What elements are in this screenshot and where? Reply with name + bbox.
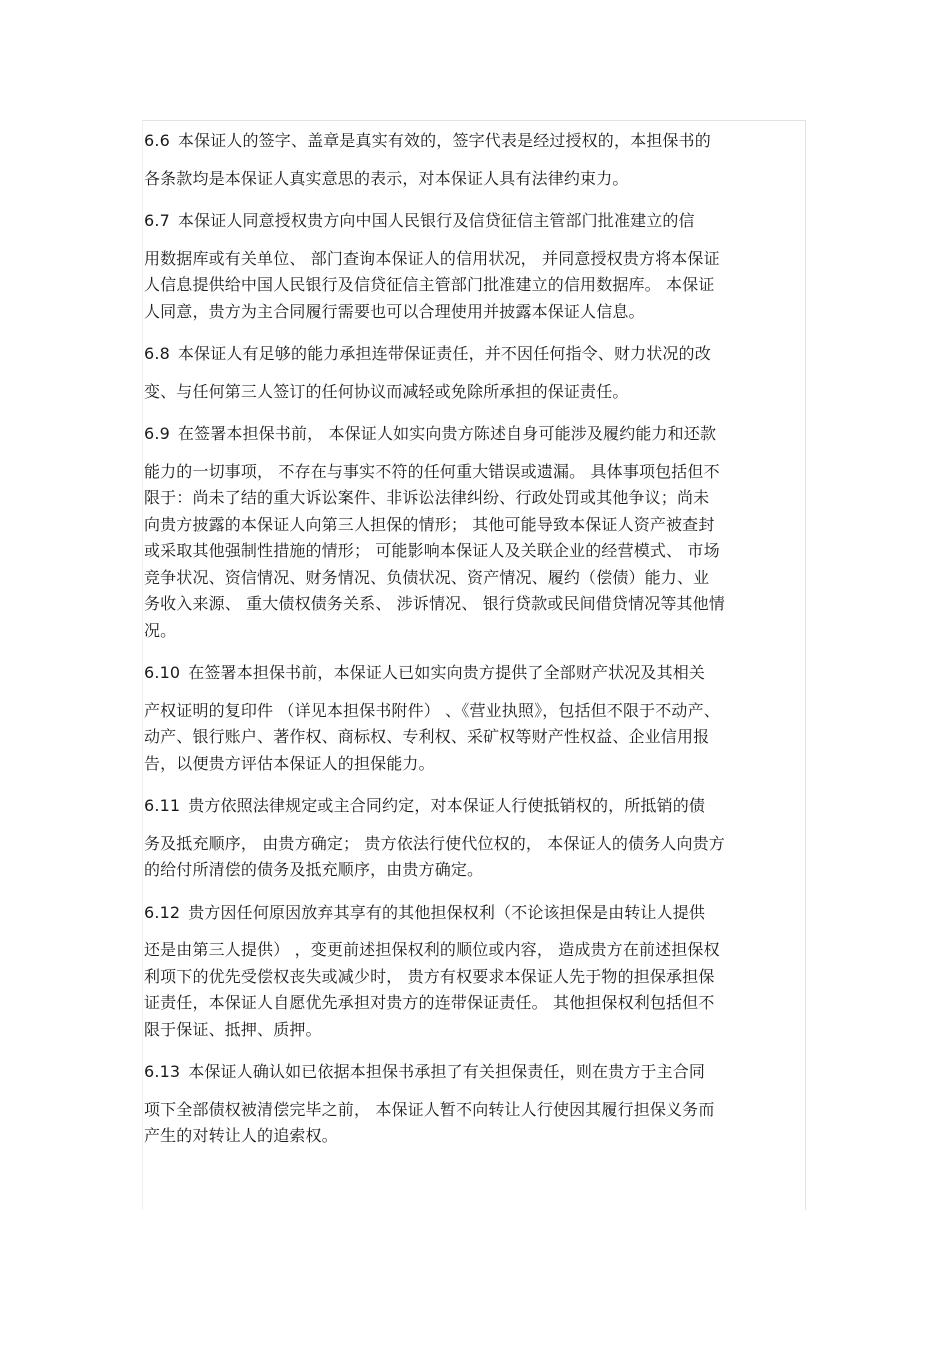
clause-heading — [144, 341, 804, 368]
clause-first-line: 在签署本担保书前， 本保证人如实向贵方陈述自身可能涉及履约能力和还款 — [177, 424, 717, 443]
clause-number: 6.12 — [144, 902, 181, 922]
clause — [144, 900, 804, 1044]
clause-number: 6.8 — [144, 344, 170, 363]
clause-text-line: 还是由第三人提供） ，变更前述担保权利的顺位或内容， 造成贵方在前述担保权 — [144, 940, 720, 959]
clause-text-line: 项下全部债权被清偿完毕之前， 本保证人暂不向转让人行使因其履行担保义务而 — [144, 1099, 715, 1119]
document-body — [144, 128, 804, 1166]
clause-text-line: 各条款均是本保证人真实意思的表示，对本保证人具有法律约束力。 — [144, 168, 629, 188]
clause-text-line: 的给付所清偿的债务及抵充顺序，由贵方确定。 — [144, 860, 484, 879]
clause-text-line: 人信息提供给中国人民银行及信贷征信主管部门批准建立的信用数据库。 本保证 — [144, 275, 715, 294]
clause-number: 6.9 — [144, 424, 170, 443]
clause-text-line: 利项下的优先受偿权丧失或减少时， 贵方有权要求本保证人先于物的担保承担保 — [144, 966, 715, 986]
clause — [144, 421, 804, 644]
clause-heading — [144, 208, 804, 235]
clause — [144, 793, 804, 884]
clause-text-line: 动产、银行账户、著作权、商标权、专利权、采矿权等财产性权益、企业信用报 — [144, 727, 710, 746]
clause-first-line: 本保证人确认如已依据本担保书承担了有关担保责任，则在贵方于主合同 — [188, 1062, 706, 1081]
clause-number: 6.10 — [144, 663, 181, 682]
clause-heading — [144, 128, 804, 155]
clause-first-line: 在签署本担保书前，本保证人已如实向贵方提供了全部财产状况及其相关 — [188, 663, 706, 682]
clause — [144, 1059, 804, 1150]
clause-text-line: 竞争状况、资信情况、财务情况、负债状况、资产情况、履约（偿债）能力、业 — [144, 567, 710, 587]
clause — [144, 128, 804, 192]
clause-heading — [144, 900, 804, 927]
clause-text-line: 人同意，贵方为主合同履行需要也可以合理使用并披露本保证人信息。 — [144, 301, 645, 321]
clause-first-line: 本保证人同意授权贵方向中国人民银行及信贷征信主管部门批准建立的信 — [177, 211, 695, 230]
clause-heading — [144, 793, 804, 820]
clause-heading — [144, 660, 804, 687]
clause-text-line: 产权证明的复印件 （详见本担保书附件） 、《营业执照》，包括但不限于不动产、 — [144, 700, 720, 720]
clause-text-line: 变、与任何第三人签订的任何协议而减轻或免除所承担的保证责任。 — [144, 381, 629, 401]
clause-text-line: 向贵方披露的本保证人向第三人担保的情形； 其他可能导致本保证人资产被查封 — [144, 514, 715, 534]
clause-text-line: 务及抵充顺序， 由贵方确定； 贵方依法行使代位权的， 本保证人的债务人向贵方 — [144, 833, 725, 853]
clause-text-line: 能力的一切事项， 不存在与事实不符的任何重大错误或遗漏。 具体事项包括但不 — [144, 461, 720, 481]
clause-text-line: 证责任，本保证人自愿优先承担对贵方的连带保证责任。 其他担保权利包括但不 — [144, 993, 715, 1012]
clause-first-line: 本保证人有足够的能力承担连带保证责任，并不因任何指令、财力状况的改 — [177, 344, 711, 363]
clause-text-line: 或采取其他强制性措施的情形； 可能影响本保证人及关联企业的经营模式、 市场 — [144, 541, 720, 560]
clause-number: 6.6 — [144, 131, 170, 150]
clause-text-line: 限于：尚未了结的重大诉讼案件、非诉讼法律纠纷、行政处罚或其他争议；尚未 — [144, 488, 710, 507]
clause-number: 6.13 — [144, 1062, 181, 1081]
clause-heading — [144, 1059, 804, 1086]
clause-number: 6.11 — [144, 796, 181, 815]
clause — [144, 660, 804, 777]
clause-first-line: 本保证人的签字、盖章是真实有效的，签字代表是经过授权的，本担保书的 — [177, 131, 711, 150]
clause-first-line: 贵方因任何原因放弃其享有的其他担保权利（不论该担保是由转让人提供 — [188, 902, 706, 922]
clause-first-line: 贵方依照法律规定或主合同约定，对本保证人行使抵销权的，所抵销的债 — [188, 796, 706, 815]
clause-heading — [144, 421, 804, 448]
clause-text-line: 限于保证、抵押、质押。 — [144, 1019, 322, 1039]
clause-text-line: 产生的对转让人的追索权。 — [144, 1126, 338, 1145]
clause-text-line: 告，以便贵方评估本保证人的担保能力。 — [144, 753, 435, 773]
clause — [144, 341, 804, 405]
clause-text-line: 务收入来源、 重大债权债务关系、 涉诉情况、 银行贷款或民间借贷情况等其他情 — [144, 594, 725, 613]
clause-text-line: 用数据库或有关单位、 部门查询本保证人的信用状况， 并同意授权贵方将本保证 — [144, 248, 720, 268]
clause — [144, 208, 804, 325]
clause-text-line: 况。 — [144, 620, 177, 640]
clause-number: 6.7 — [144, 211, 170, 230]
